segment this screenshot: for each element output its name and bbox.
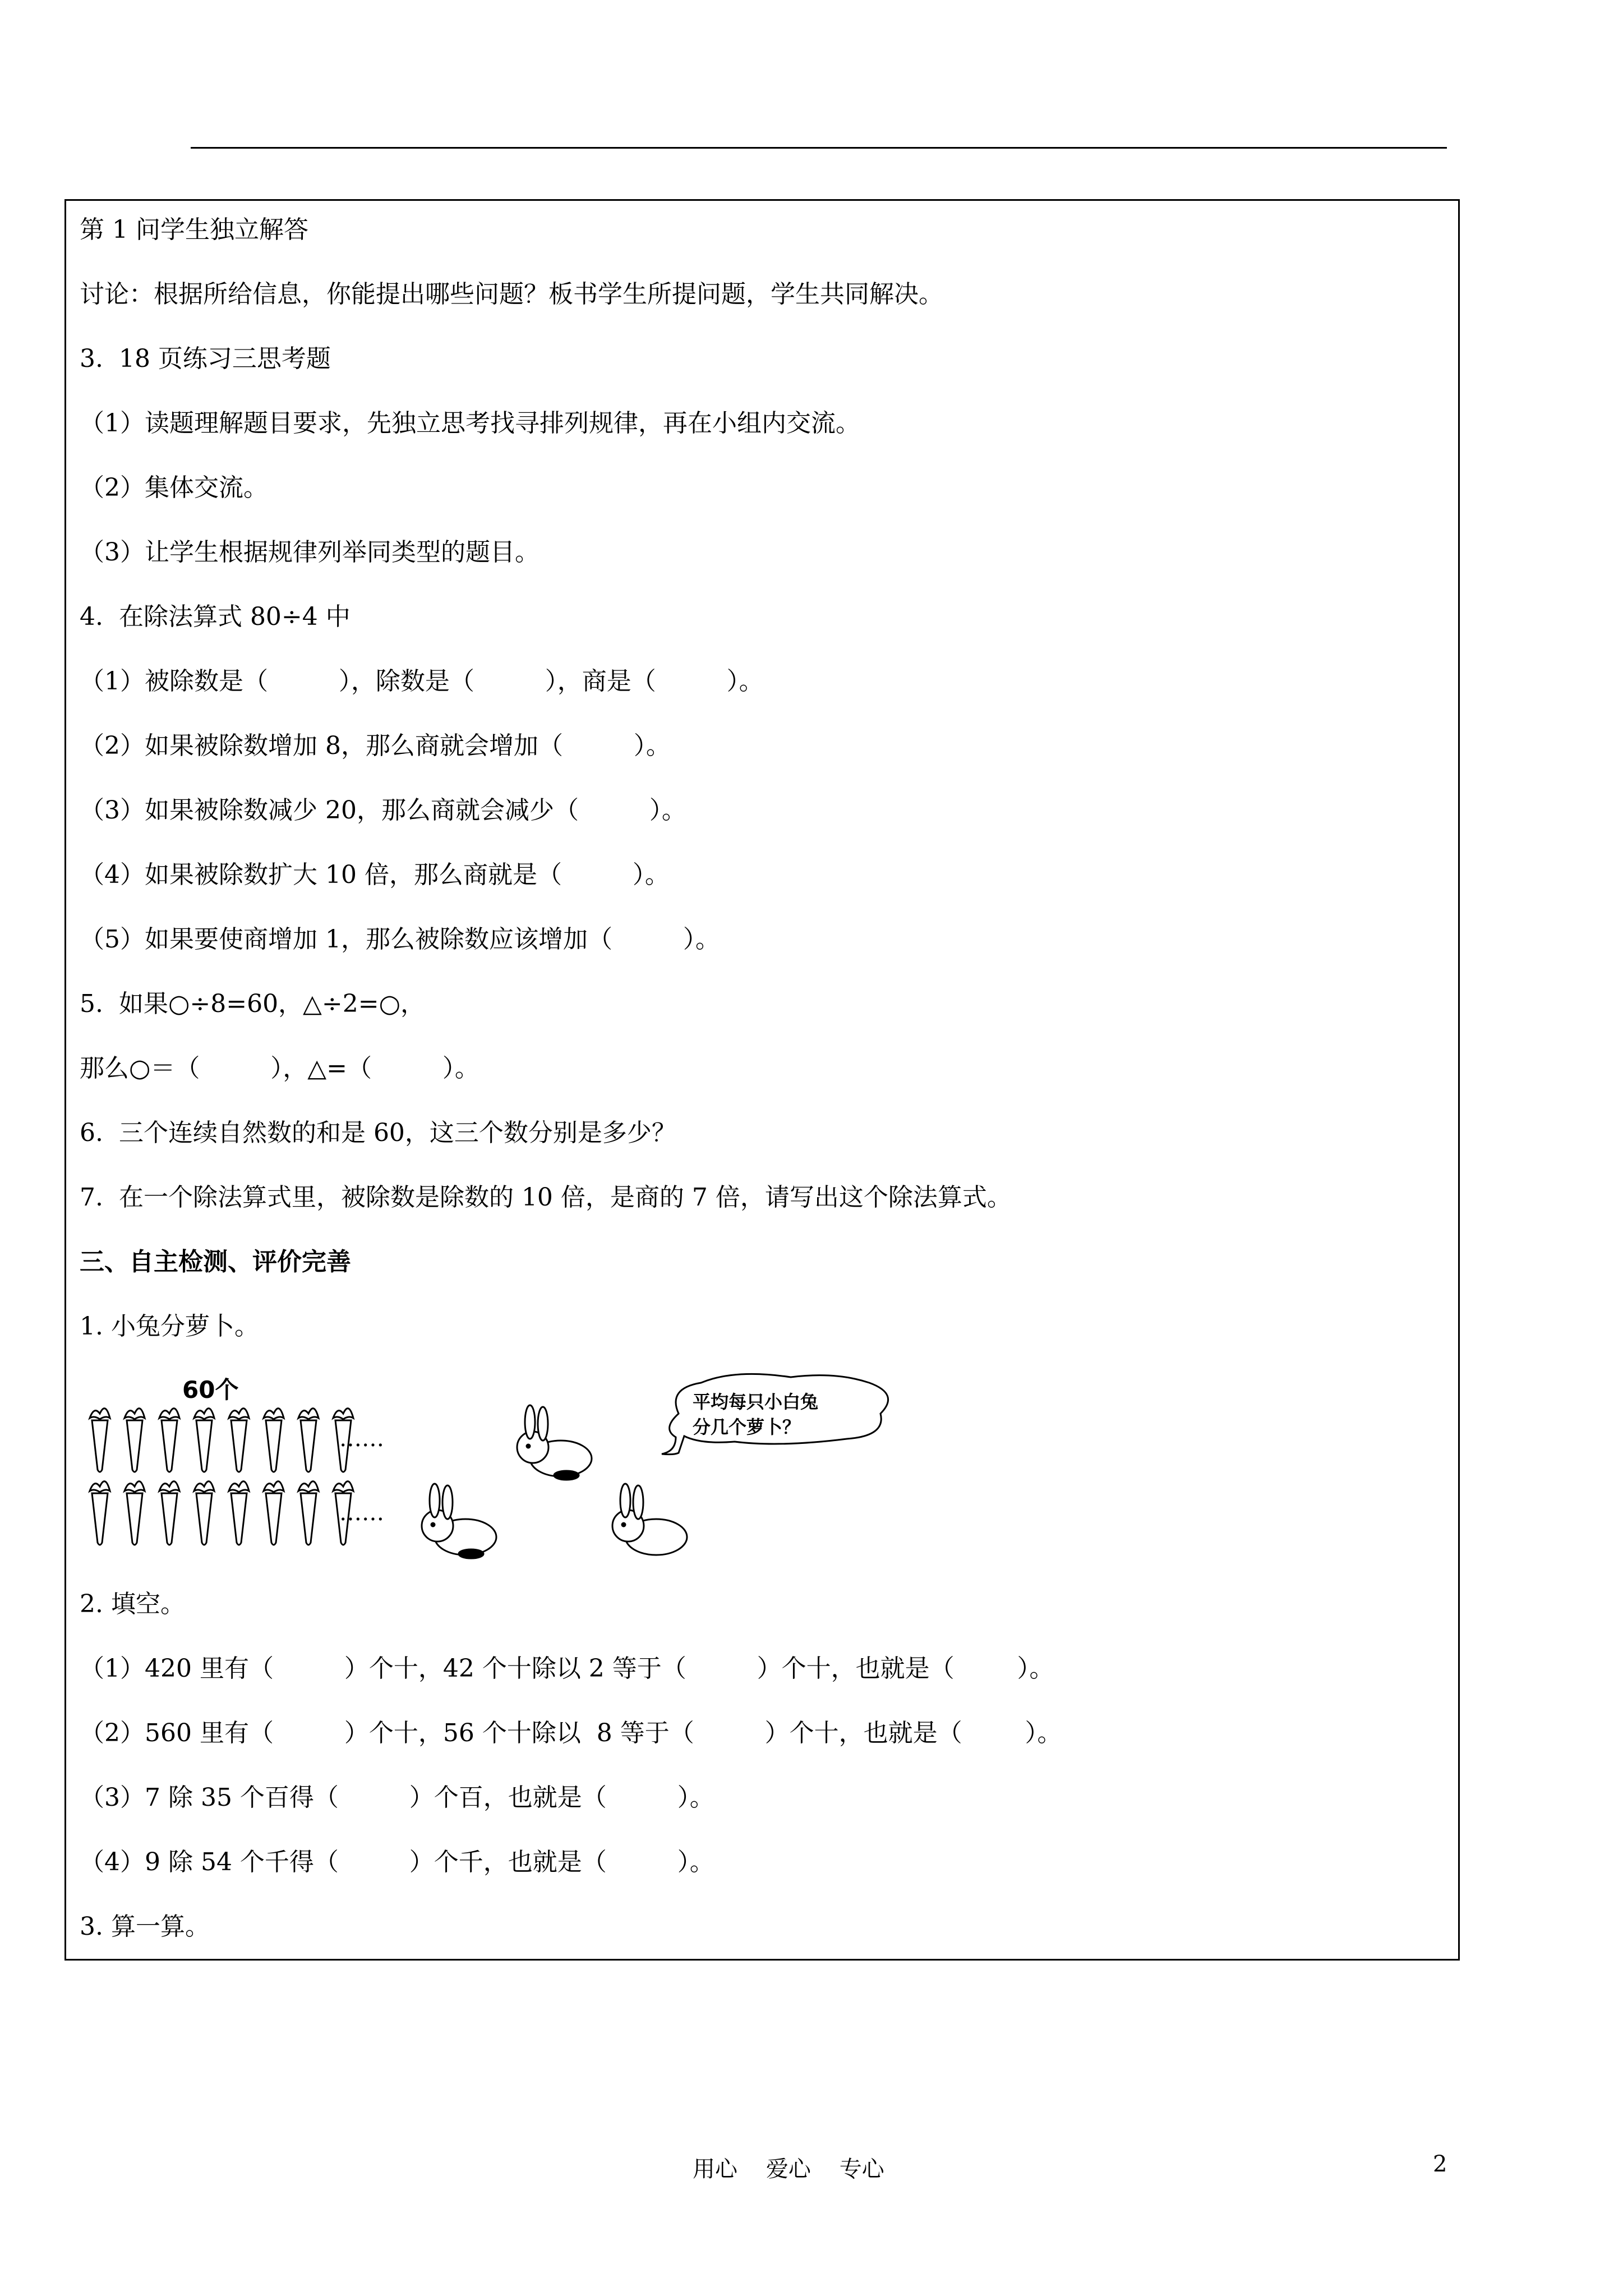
ellipsis-row-2: …… [339,1500,384,1526]
text-line: （2）集体交流。 [80,473,268,502]
text-line: 1. 小兔分萝卜。 [80,1312,259,1341]
carrot-icon [264,1481,284,1545]
section-heading: 三、自主检测、评价完善 [80,1248,351,1276]
footer-motto: 用心 爱心 专心 [693,2156,884,2182]
text-line: （3）7 除 35 个百得（ ）个百，也就是（ ）。 [80,1783,714,1812]
text-line: 5. 如果○÷8=60，△÷2=○， [80,990,426,1018]
carrot-icon [90,1481,110,1545]
carrot-count-label: 60个 [182,1376,239,1404]
rabbit-icon [422,1484,496,1558]
text-line: （2）如果被除数增加 8，那么商就会增加（ ）。 [80,731,671,760]
speech-line-1: 平均每只小白兔 [693,1391,819,1412]
text-line: （5）如果要使商增加 1，那么被除数应该增加（ ）。 [80,925,720,954]
text-line: 6. 三个连续自然数的和是 60，这三个数分别是多少？ [80,1119,676,1147]
text-line: 7. 在一个除法算式里，被除数是除数的 10 倍，是商的 7 倍，请写出这个除法算式。 [80,1183,1012,1212]
text-line: 那么○＝（ ），△=（ ）。 [80,1054,479,1083]
text-line: （1）420 里有（ ）个十，42 个十除以 2 等于（ ）个十，也就是（ ）。 [80,1654,1054,1683]
carrot-icon [125,1409,145,1472]
text-line: 第 1 问学生独立解答 [80,215,308,244]
header-rule [191,147,1447,149]
text-line: （4）如果被除数扩大 10 倍，那么商就是（ ）。 [80,861,670,889]
carrot-icon [90,1409,110,1472]
text-line: （2）560 里有（ ）个十，56 个十除以 8 等于（ ）个十，也就是（ ）。 [80,1719,1062,1747]
text-line: 4. 在除法算式 80÷4 中 [80,602,351,631]
rabbit-icon [517,1405,592,1480]
text-line: （1）被除数是（ ），除数是（ ），商是（ ）。 [80,667,764,696]
text-line: 3. 18 页练习三思考题 [80,344,331,373]
rabbits-carrots-illustration [84,1369,914,1571]
page-number: 2 [1433,2151,1447,2177]
carrot-icon [298,1481,319,1545]
carrot-icon [125,1481,145,1545]
carrot-icon [194,1409,214,1472]
rabbit-icon [612,1484,687,1555]
carrot-icon [159,1481,179,1545]
carrot-icon [229,1409,249,1472]
text-line: （3）如果被除数减少 20，那么商就会减少（ ）。 [80,796,686,825]
ellipsis-row-1: …… [339,1426,384,1452]
speech-bubble [662,1374,888,1454]
text-line: 3. 算一算。 [80,1912,210,1941]
speech-line-2: 分几个萝卜？ [693,1416,801,1438]
carrot-icon [159,1409,179,1472]
carrot-icon [264,1409,284,1472]
text-line: （3）让学生根据规律列举同类型的题目。 [80,538,540,567]
text-line: （1）读题理解题目要求，先独立思考找寻排列规律，再在小组内交流。 [80,409,860,438]
carrot-rows [90,1409,353,1545]
text-line: 2. 填空。 [80,1590,185,1618]
text-line: （4）9 除 54 个千得（ ）个千，也就是（ ）。 [80,1848,714,1876]
text-line: 讨论：根据所给信息，你能提出哪些问题？板书学生所提问题，学生共同解决。 [80,280,943,309]
carrot-icon [194,1481,214,1545]
carrot-icon [229,1481,249,1545]
carrot-icon [298,1409,319,1472]
